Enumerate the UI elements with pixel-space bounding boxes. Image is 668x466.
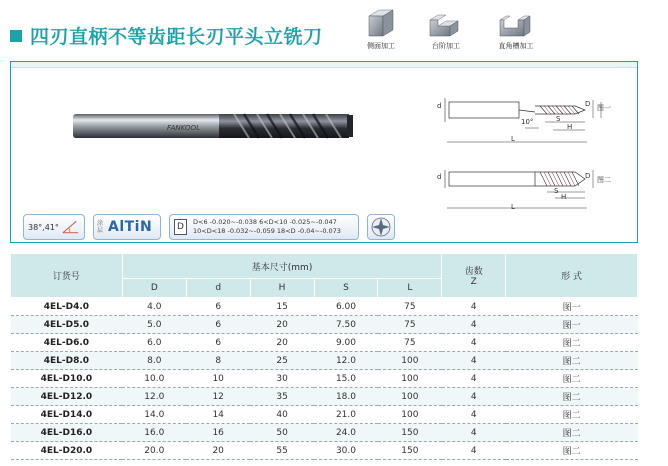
- coating-name: AlTiN: [108, 219, 153, 235]
- header-form: 形 式: [506, 254, 638, 298]
- flute-badge: [367, 214, 395, 240]
- cell-Z: 4: [442, 442, 506, 460]
- cell-L: 75: [378, 334, 442, 352]
- title-marker: [10, 30, 22, 42]
- cell-code: 4EL-D16.0: [11, 424, 123, 442]
- cell-Z: 4: [442, 316, 506, 334]
- cell-L: 150: [378, 442, 442, 460]
- cell-d: 10: [186, 370, 250, 388]
- fig2-label: 图二: [597, 176, 611, 184]
- cell-D: 8.0: [122, 352, 186, 370]
- page-title: 四刃直柄不等齿距长刃平头立铣刀: [30, 26, 323, 48]
- cell-S: 9.00: [314, 334, 378, 352]
- cell-code: 4EL-D6.0: [11, 334, 123, 352]
- tolerance-values: [193, 218, 341, 236]
- panel-top-strip: [11, 62, 637, 68]
- helix-angle-value: 38°,41°: [28, 222, 59, 232]
- brand-mark: FANKOOL: [167, 124, 200, 132]
- header-teeth-label: 齿数: [464, 267, 483, 277]
- cell-Z: 4: [442, 388, 506, 406]
- process-step: [417, 6, 475, 51]
- coating-badge: [93, 214, 161, 240]
- feature-badges: [23, 214, 395, 240]
- cell-D: 16.0: [122, 424, 186, 442]
- spec-table-body: [11, 298, 638, 460]
- cell-D: 14.0: [122, 406, 186, 424]
- page-header: [10, 22, 323, 49]
- cell-H: 55: [250, 442, 314, 460]
- table-row: [11, 424, 638, 442]
- cell-Z: 4: [442, 406, 506, 424]
- cell-H: 20: [250, 316, 314, 334]
- fig2-dim-bigd: D: [585, 172, 591, 180]
- header-teeth-sub: Z: [470, 277, 477, 287]
- cell-H: 20: [250, 334, 314, 352]
- spec-table: [10, 253, 638, 460]
- cell-form: 图二: [506, 334, 638, 352]
- table-row: [11, 370, 638, 388]
- cell-L: 100: [378, 388, 442, 406]
- cell-S: 7.50: [314, 316, 378, 334]
- header-d: d: [186, 279, 250, 298]
- header-basic-size: 基本尺寸(mm): [122, 254, 441, 279]
- cell-Z: 4: [442, 298, 506, 316]
- cell-D: 12.0: [122, 388, 186, 406]
- table-row: [11, 352, 638, 370]
- cell-d: 8: [186, 352, 250, 370]
- cell-H: 15: [250, 298, 314, 316]
- cell-D: 6.0: [122, 334, 186, 352]
- cell-form: 图二: [506, 370, 638, 388]
- fig2-dim-l: L: [511, 203, 515, 211]
- side-milling-icon: [363, 6, 399, 40]
- cell-L: 150: [378, 424, 442, 442]
- cell-S: 21.0: [314, 406, 378, 424]
- helix-angle-badge: [23, 214, 85, 240]
- four-flute-icon: [370, 216, 392, 238]
- cell-H: 35: [250, 388, 314, 406]
- process-slot: [487, 6, 545, 51]
- cell-d: 12: [186, 388, 250, 406]
- cell-H: 25: [250, 352, 314, 370]
- cell-S: 12.0: [314, 352, 378, 370]
- header-order-no: 订货号: [11, 254, 123, 298]
- cell-code: 4EL-D20.0: [11, 442, 123, 460]
- cell-D: 10.0: [122, 370, 186, 388]
- drawing-fig2: [435, 166, 635, 216]
- cell-S: 18.0: [314, 388, 378, 406]
- fig1-dim-d: d: [437, 102, 442, 110]
- step-milling-icon: [426, 6, 466, 40]
- cell-H: 40: [250, 406, 314, 424]
- cell-L: 75: [378, 316, 442, 334]
- end-mill-photo: [69, 106, 359, 148]
- slot-milling-icon: [496, 6, 536, 40]
- tolerance-symbol: D: [174, 219, 187, 235]
- header-D: D: [122, 279, 186, 298]
- cell-Z: 4: [442, 370, 506, 388]
- cell-Z: 4: [442, 352, 506, 370]
- cell-L: 100: [378, 370, 442, 388]
- cell-D: 20.0: [122, 442, 186, 460]
- table-row: [11, 298, 638, 316]
- cell-code: 4EL-D14.0: [11, 406, 123, 424]
- cell-form: 图一: [506, 316, 638, 334]
- cell-code: 4EL-D4.0: [11, 298, 123, 316]
- cell-Z: 4: [442, 424, 506, 442]
- coating-prefix: 涂层: [97, 220, 104, 234]
- process-label-slot: 直角槽加工: [498, 42, 534, 50]
- fig2-dim-d: d: [437, 173, 442, 181]
- table-row: [11, 442, 638, 460]
- header-S: S: [314, 279, 378, 298]
- fig1-dim-s: S: [556, 115, 561, 123]
- product-panel: [10, 61, 638, 243]
- header-L: L: [378, 279, 442, 298]
- cell-H: 30: [250, 370, 314, 388]
- cell-L: 100: [378, 352, 442, 370]
- cell-form: 图二: [506, 388, 638, 406]
- tolerance-line-1: D<6 -0.020~-0.038 6<D<10 -0.025~-0.047: [193, 218, 337, 226]
- cell-Z: 4: [442, 334, 506, 352]
- cell-d: 6: [186, 334, 250, 352]
- fig2-dim-h: H: [561, 193, 567, 201]
- cell-H: 50: [250, 424, 314, 442]
- cell-D: 4.0: [122, 298, 186, 316]
- header-teeth: [442, 254, 506, 298]
- header-H: H: [250, 279, 314, 298]
- tolerance-badge: [169, 214, 359, 240]
- cell-code: 4EL-D10.0: [11, 370, 123, 388]
- tolerance-line-2: 10<D<18 -0.032~-0.059 18<D -0.04~-0.073: [193, 227, 341, 235]
- drawing-fig1: [435, 90, 635, 150]
- fig1-dim-h: H: [567, 123, 573, 131]
- cell-code: 4EL-D8.0: [11, 352, 123, 370]
- cell-L: 100: [378, 406, 442, 424]
- cell-form: 图一: [506, 298, 638, 316]
- table-row: [11, 388, 638, 406]
- cell-code: 4EL-D12.0: [11, 388, 123, 406]
- cell-S: 15.0: [314, 370, 378, 388]
- fig2-dim-s: S: [554, 187, 559, 195]
- cell-S: 6.00: [314, 298, 378, 316]
- cell-D: 5.0: [122, 316, 186, 334]
- fig1-dim-angle: 10°: [521, 118, 534, 126]
- cell-S: 24.0: [314, 424, 378, 442]
- process-label-step: 台阶加工: [432, 42, 460, 50]
- table-row: [11, 316, 638, 334]
- cell-form: 图二: [506, 442, 638, 460]
- cell-form: 图二: [506, 352, 638, 370]
- cell-S: 30.0: [314, 442, 378, 460]
- process-label-side: 侧面加工: [367, 42, 395, 50]
- cell-d: 16: [186, 424, 250, 442]
- process-side: [352, 6, 410, 51]
- fig1-dim-l: L: [511, 135, 515, 143]
- cell-d: 20: [186, 442, 250, 460]
- cell-d: 6: [186, 298, 250, 316]
- cell-L: 75: [378, 298, 442, 316]
- cell-form: 图二: [506, 406, 638, 424]
- fig1-dim-bigd: D: [585, 100, 591, 108]
- fig1-label: 图一: [597, 104, 611, 112]
- table-row: [11, 334, 638, 352]
- cell-d: 14: [186, 406, 250, 424]
- cell-code: 4EL-D5.0: [11, 316, 123, 334]
- table-row: [11, 406, 638, 424]
- cell-d: 6: [186, 316, 250, 334]
- cell-form: 图二: [506, 424, 638, 442]
- helix-angle-icon: [61, 219, 80, 235]
